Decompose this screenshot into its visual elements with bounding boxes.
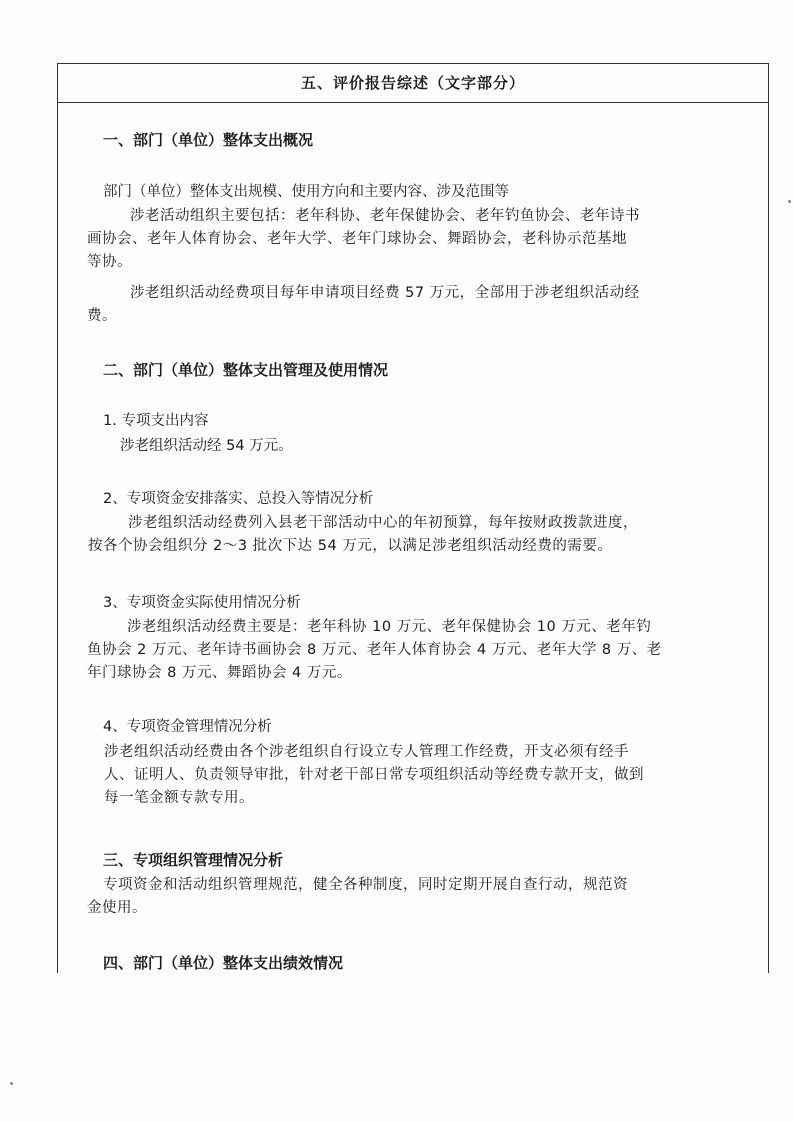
section2-item4-line: 涉老组织活动经费由各个涉老组织自行设立专人管理工作经费，开支必须有经手 <box>104 744 629 760</box>
section1-p1-line: 等协。 <box>87 254 132 270</box>
section3-heading: 三、专项组织管理情况分析 <box>103 851 284 869</box>
section1-paragraph1 <box>87 205 640 274</box>
section2-item3-line: 鱼协会 2 万元、老年诗书画协会 8 万元、老年人体育协会 4 万元、老年大学 8 万、老 <box>87 642 662 658</box>
section2-item2-line: 按各个协会组织分 2～3 批次下达 54 万元，以满足涉老组织活动经费的需要。 <box>88 538 613 554</box>
section2-item3-title: 3、专项资金实际使用情况分析 <box>103 595 301 611</box>
section2-item2-paragraph <box>88 512 638 558</box>
section4-heading: 四、部门（单位）整体支出绩效情况 <box>103 954 344 972</box>
section2-item1-title: 1. 专项支出内容 <box>103 413 209 429</box>
section3-line: 金使用。 <box>87 900 147 916</box>
section2-item4-paragraph <box>104 741 644 810</box>
section1-p2-line: 费。 <box>87 308 117 324</box>
section2-item2-title: 2、专项资金安排落实、总投入等情况分析 <box>103 491 374 507</box>
section2-item4-line: 人、证明人、负责领导审批，针对老干部日常专项组织活动等经费专款开支，做到 <box>104 767 644 783</box>
section2-item4-line: 每一笔金额专款专用。 <box>104 790 254 806</box>
section1-intro: 部门（单位）整体支出规模、使用方向和主要内容、涉及范围等 <box>103 184 509 200</box>
scan-speck <box>788 200 791 203</box>
section1-p1-line: 画协会、老年人体育协会、老年大学、老年门球协会、舞蹈协会，老科协示范基地 <box>87 231 627 247</box>
scan-speck <box>10 1082 13 1085</box>
section1-paragraph2 <box>87 282 640 328</box>
section2-item3-line: 年门球协会 8 万元、舞蹈协会 4 万元。 <box>87 665 352 681</box>
report-title: 五、评价报告综述（文字部分） <box>58 64 768 103</box>
section2-item4-title: 4、专项资金管理情况分析 <box>103 719 272 735</box>
section2-item3-line: 涉老组织活动经费主要是：老年科协 10 万元、老年保健协会 10 万元、老年钓 <box>127 619 652 635</box>
section3-paragraph <box>87 874 628 920</box>
section1-heading: 一、部门（单位）整体支出概况 <box>103 131 314 149</box>
section2-item1-text: 涉老组织活动经 54 万元。 <box>120 438 293 454</box>
section3-line: 专项资金和活动组织管理规范，健全各种制度，同时定期开展自查行动，规范资 <box>103 877 628 893</box>
section1-p1-line: 涉老活动组织主要包括：老年科协、老年保健协会、老年钓鱼协会、老年诗书 <box>130 208 640 224</box>
section2-item2-line: 涉老组织活动经费列入县老干部活动中心的年初预算，每年按财政拨款进度， <box>128 515 638 531</box>
section2-heading: 二、部门（单位）整体支出管理及使用情况 <box>103 361 389 379</box>
section2-item3-paragraph <box>87 616 662 685</box>
section1-p2-line: 涉老组织活动经费项目每年申请项目经费 57 万元，全部用于涉老组织活动经 <box>130 285 640 301</box>
